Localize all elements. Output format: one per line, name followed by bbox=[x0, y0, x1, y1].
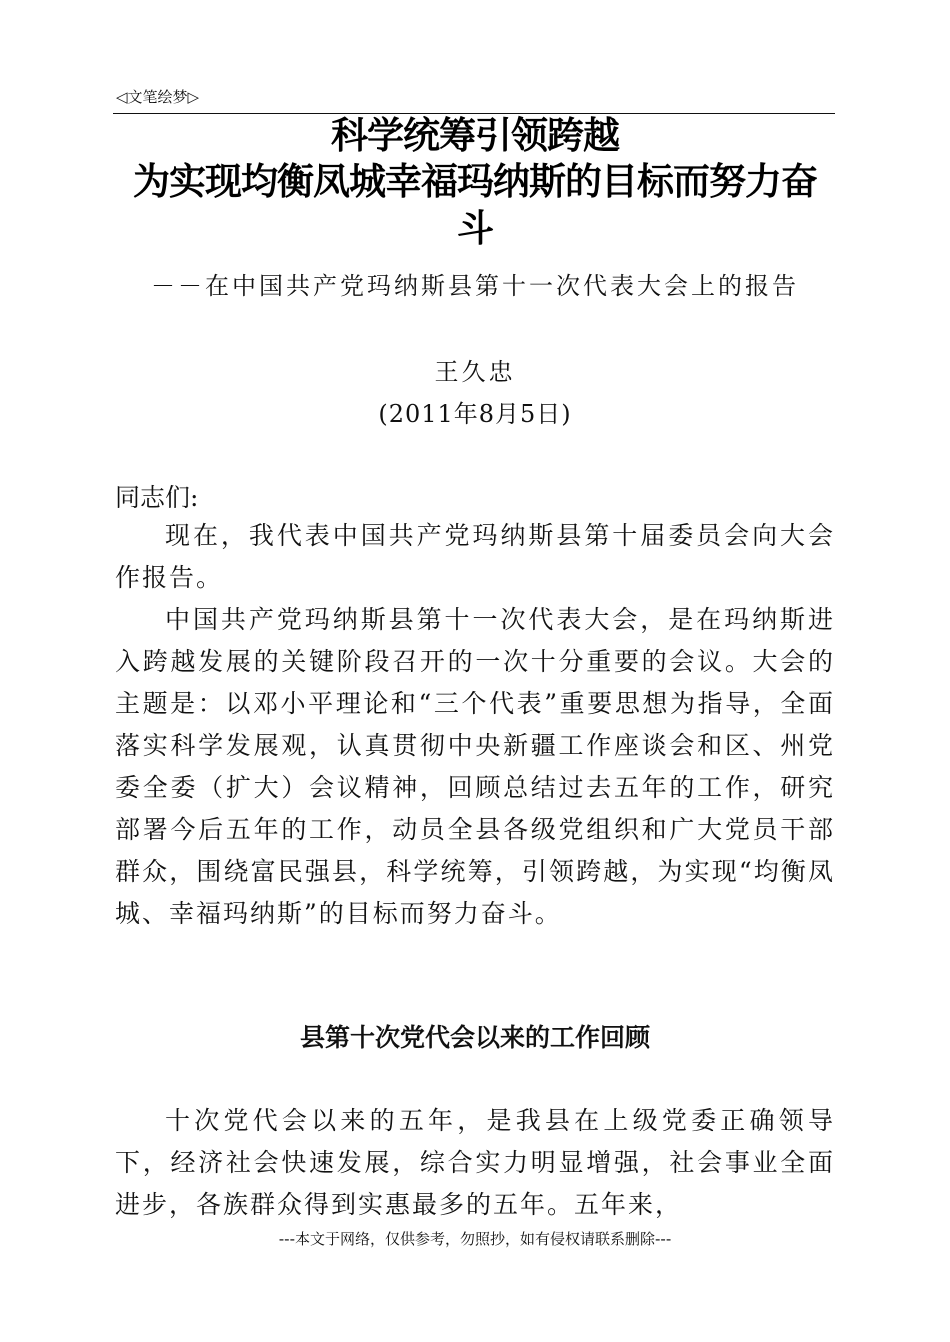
document-title-line-3: 斗 bbox=[457, 207, 493, 250]
page-header-brand: ◁文笔绘梦▷ bbox=[116, 88, 200, 106]
document-title-line-1: 科学统筹引领跨越 bbox=[331, 114, 619, 157]
paragraph: 十次党代会以来的五年，是我县在上级党委正确领导下，经济社会快速发展，综合实力明显增强，社会事业全面进步，各族群众得到实惠最多的五年。五年来， bbox=[115, 1106, 835, 1219]
section-heading: 县第十次党代会以来的工作回顾 bbox=[299, 1023, 650, 1052]
report-date: (2011年8月5日) bbox=[378, 400, 572, 428]
paragraph: 中国共产党玛纳斯县第十一次代表大会，是在玛纳斯进入跨越发展的关键阶段召开的一次十分重要的会议。大会的主题是：以邓小平理论和“三个代表”重要思想为指导，全面落实科学发展观，认真贯彻中央新疆工作座谈会和区、州党委全委（扩大）会议精神，回顾总结过去五年的工作，研究部署今后五年的工作，动员全县各级党组织和广大党员干部群众，围绕富民强县，科学统筹，引领跨越，为实现“均衡凤城、幸福玛纳斯”的目标而努力奋斗。 bbox=[115, 605, 835, 928]
author-name: 王久忠 bbox=[434, 358, 516, 386]
section-body bbox=[115, 1100, 835, 1226]
paragraph: 现在，我代表中国共产党玛纳斯县第十届委员会向大会作报告。 bbox=[115, 521, 835, 592]
salutation: 同志们: bbox=[115, 483, 199, 512]
document-title-line-2: 为实现均衡凤城幸福玛纳斯的目标而努力奋 bbox=[133, 160, 817, 203]
footer-note: ---本文于网络，仅供参考，勿照抄，如有侵权请联系删除--- bbox=[278, 1230, 672, 1248]
document-subtitle: －－在中国共产党玛纳斯县第十一次代表大会上的报告 bbox=[151, 272, 799, 300]
intro-body bbox=[115, 515, 835, 935]
